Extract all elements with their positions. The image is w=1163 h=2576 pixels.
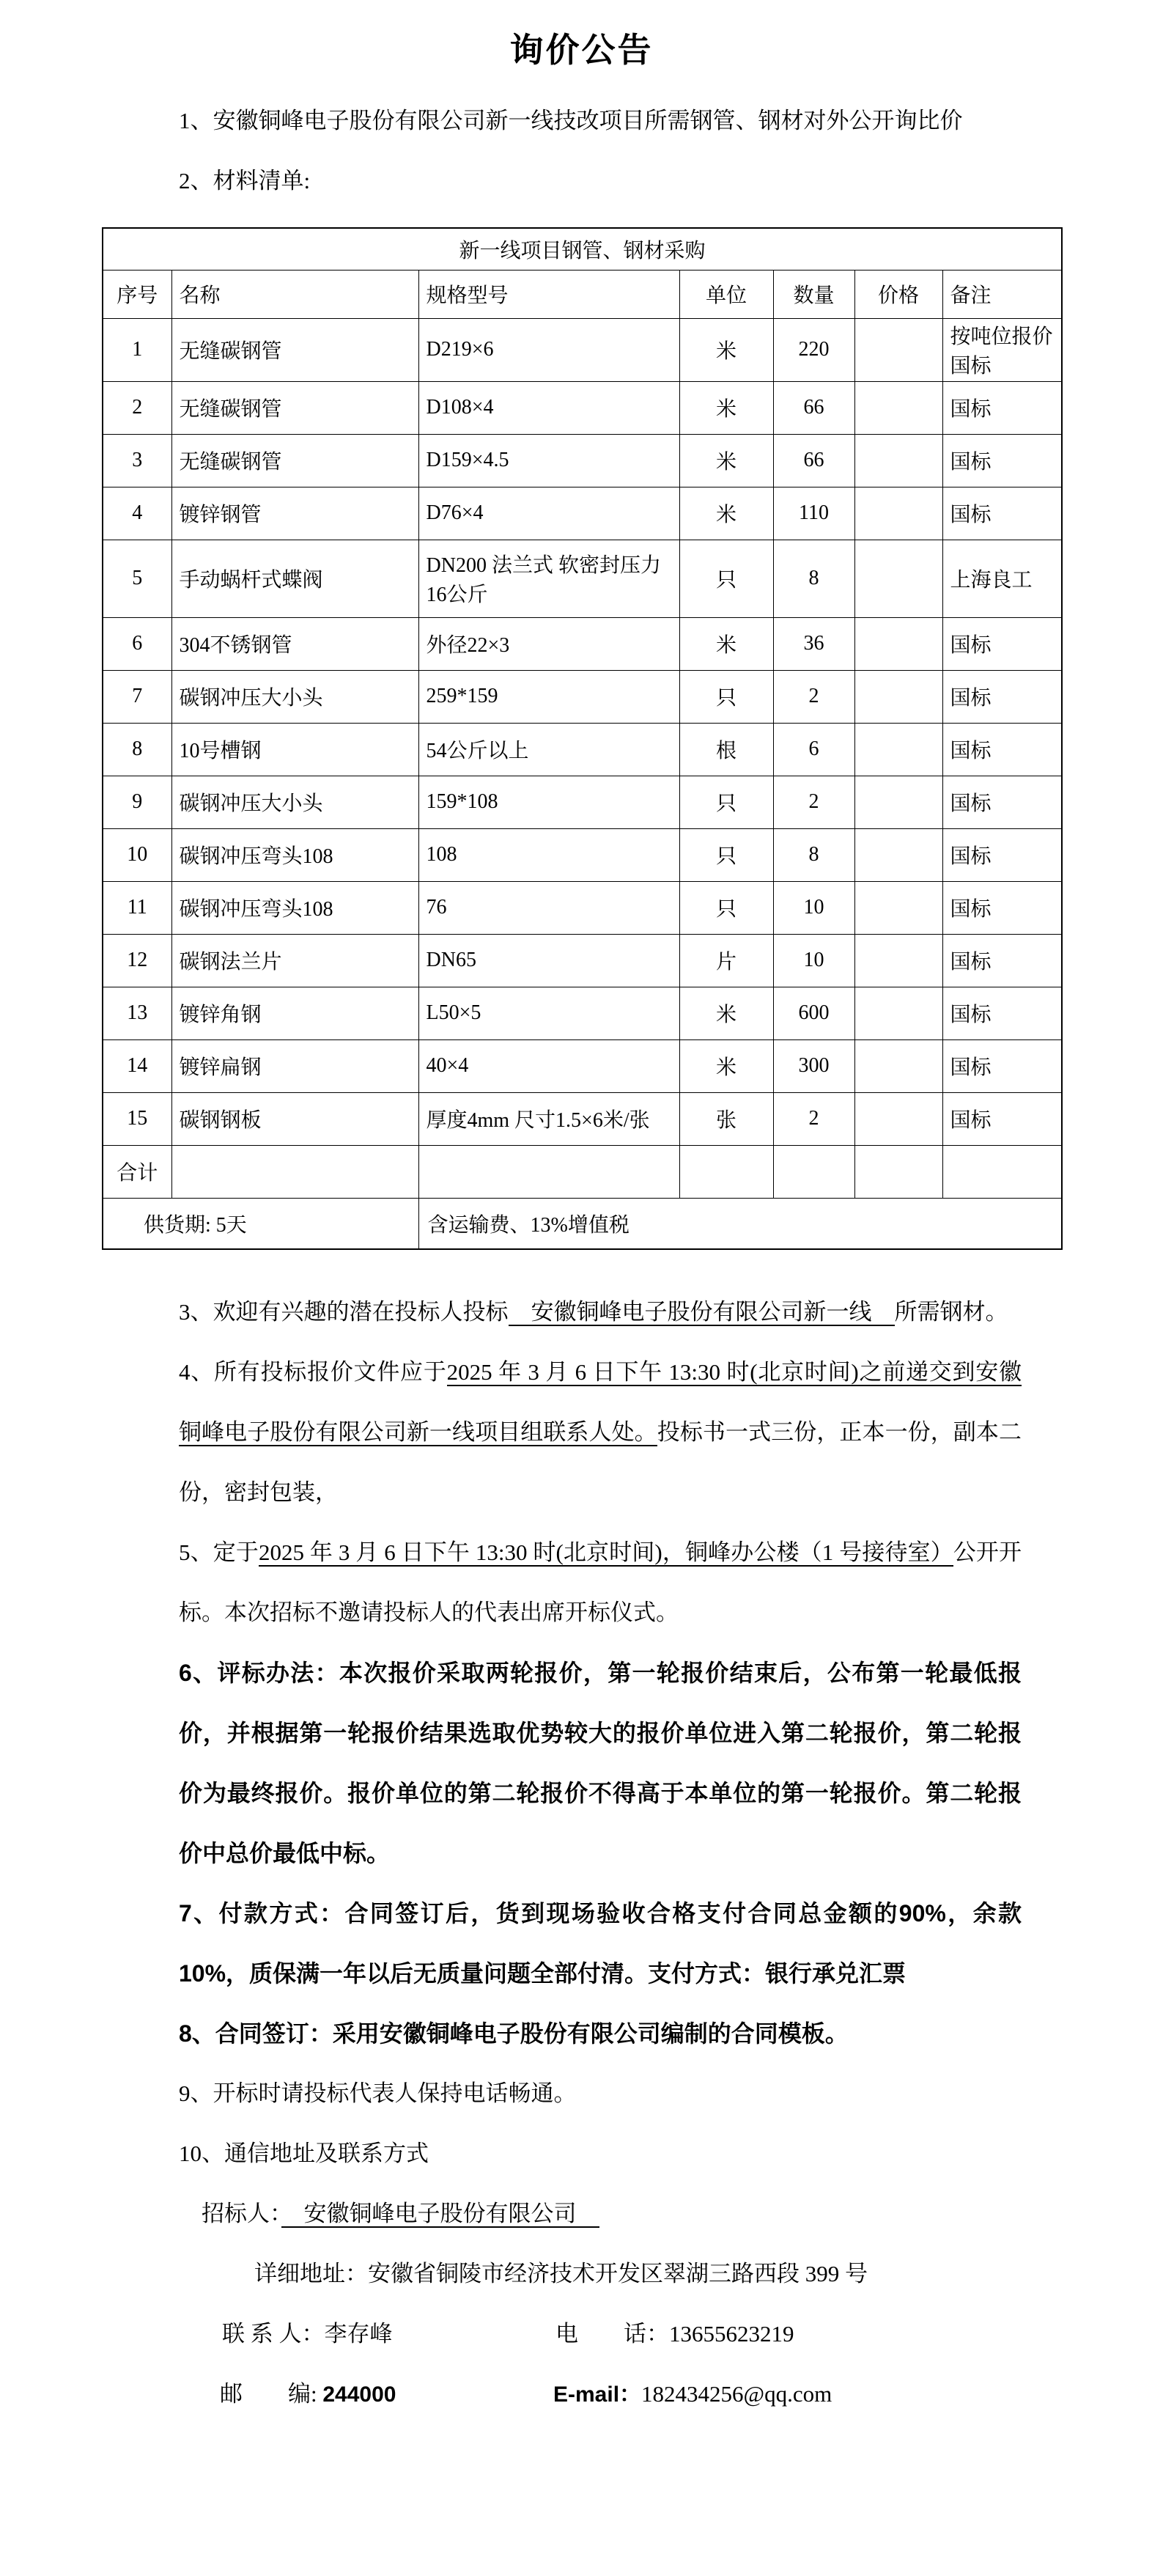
cell: 只 (679, 540, 773, 617)
table-row (103, 318, 1062, 381)
table-row (103, 881, 1062, 934)
cell (854, 381, 942, 434)
paragraph-9: 9、开标时请投标代表人保持电话畅通。 (179, 2080, 577, 2106)
cell: 36 (773, 617, 854, 670)
cell: L50×5 (418, 987, 679, 1039)
cell: 碳钢冲压大小头 (171, 670, 418, 723)
paragraph-3-tail: 所需钢材。 (894, 1299, 1008, 1325)
email-address: 182434256@qq.com (641, 2381, 832, 2407)
table-row (103, 987, 1062, 1039)
cell (854, 1039, 942, 1092)
cell: 1 (103, 318, 171, 381)
table-row (103, 617, 1062, 670)
contact-person-pair (222, 2304, 555, 2364)
cell: 镀锌扁钢 (171, 1039, 418, 1092)
cell: 5 (103, 540, 171, 617)
cell (418, 1145, 679, 1198)
cell: 只 (679, 670, 773, 723)
cell: 4 (103, 487, 171, 540)
cell: 碳钢冲压弯头108 (171, 828, 418, 881)
cell: 米 (679, 434, 773, 487)
cell: 无缝碳钢管 (171, 434, 418, 487)
cell (854, 1145, 942, 1198)
cell: 国标 (942, 434, 1062, 487)
cell: 国标 (942, 881, 1062, 934)
materials-table (102, 227, 1063, 1250)
phone-label: 电 话： (555, 2321, 669, 2347)
cell: 300 (773, 1039, 854, 1092)
cell: 2 (103, 381, 171, 434)
cell: 8 (103, 723, 171, 776)
column-header-2: 名称 (171, 270, 418, 318)
cell: 2 (773, 670, 854, 723)
cell: 米 (679, 1039, 773, 1092)
cell: 10 (773, 881, 854, 934)
table-caption-row (103, 228, 1062, 270)
cell: 镀锌钢管 (171, 487, 418, 540)
cell: 12 (103, 934, 171, 987)
cell: 外径22×3 (418, 617, 679, 670)
cell: 国标 (942, 723, 1062, 776)
paragraph-1: 1、安徽铜峰电子股份有限公司新一线技改项目所需钢管、钢材对外公开询比价 (179, 108, 963, 133)
table-row (103, 1092, 1062, 1145)
cell (854, 617, 942, 670)
paragraph-4 (179, 1342, 1022, 1523)
total-label: 合计 (103, 1145, 171, 1198)
cell: 2 (773, 776, 854, 828)
column-header-4: 单位 (679, 270, 773, 318)
cell: D76×4 (418, 487, 679, 540)
cell: 54公斤以上 (418, 723, 679, 776)
cell: 厚度4mm 尺寸1.5×6米/张 (418, 1092, 679, 1145)
cell: 米 (679, 487, 773, 540)
cell (854, 828, 942, 881)
cell (773, 1145, 854, 1198)
cell: 3 (103, 434, 171, 487)
freight-tax-note: 含运输费、13%增值税 (418, 1198, 1062, 1249)
underlined-opening-time: 2025 年 3 月 6 日下午 13:30 时(北京时间)，铜峰办公楼（1 号接待室） (259, 1539, 953, 1565)
cell: 张 (679, 1092, 773, 1145)
cell: 只 (679, 881, 773, 934)
table-row (103, 934, 1062, 987)
cell: 国标 (942, 381, 1062, 434)
cell: 手动蜗杆式蝶阀 (171, 540, 418, 617)
paragraph-3 (179, 1282, 1022, 1342)
paragraph-8: 8、合同签订：采用安徽铜峰电子股份有限公司编制的合同模板。 (179, 2020, 849, 2047)
page-title: 询价公告 (509, 32, 654, 69)
paragraph-3-text: 3、欢迎有兴趣的潜在投标人投标 (179, 1299, 509, 1325)
table-row (103, 776, 1062, 828)
cell: 碳钢冲压弯头108 (171, 881, 418, 934)
cell: 国标 (942, 1039, 1062, 1092)
table-row (103, 1039, 1062, 1092)
cell: 66 (773, 381, 854, 434)
cell: 米 (679, 987, 773, 1039)
cell: 米 (679, 381, 773, 434)
cell (854, 776, 942, 828)
cell: 只 (679, 828, 773, 881)
cell: 国标 (942, 670, 1062, 723)
cell: 国标 (942, 934, 1062, 987)
cell: D108×4 (418, 381, 679, 434)
column-header-3: 规格型号 (418, 270, 679, 318)
cell: 国标 (942, 828, 1062, 881)
address-line: 详细地址：安徽省铜陵市经济技术开发区翠湖三路西段 399 号 (254, 2261, 868, 2286)
paragraph-7: 7、付款方式：合同签订后，货到现场验收合格支付合同总金额的90%，余款10%，质保满一年以后无质量问题全部付清。支付方式：银行承兑汇票 (179, 1900, 1022, 1987)
contact-person-label: 联 系 人： (222, 2321, 325, 2347)
cell: 66 (773, 434, 854, 487)
delivery-period: 供货期: 5天 (103, 1198, 418, 1249)
paragraph-10: 10、通信地址及联系方式 (179, 2141, 429, 2166)
cell (854, 487, 942, 540)
cell (854, 434, 942, 487)
table-row (103, 670, 1062, 723)
table-body (103, 318, 1062, 1145)
cell (854, 881, 942, 934)
cell: 13 (103, 987, 171, 1039)
table-header-row (103, 270, 1062, 318)
table-row (103, 487, 1062, 540)
cell: 无缝碳钢管 (171, 381, 418, 434)
cell: 按吨位报价 国标 (942, 318, 1062, 381)
paragraph-4-tail: 投标书一式三份，正本一份，副本二份，密封包装， (179, 1419, 1022, 1505)
column-header-1: 序号 (103, 270, 171, 318)
cell: 无缝碳钢管 (171, 318, 418, 381)
cell: DN200 法兰式 软密封压力16公斤 (418, 540, 679, 617)
table-caption: 新一线项目钢管、钢材采购 (103, 228, 1062, 270)
cell: 根 (679, 723, 773, 776)
email-label: E-mail： (553, 2382, 642, 2407)
cell: 9 (103, 776, 171, 828)
cell: DN65 (418, 934, 679, 987)
cell: 220 (773, 318, 854, 381)
cell: 159*108 (418, 776, 679, 828)
cell: 国标 (942, 1092, 1062, 1145)
paragraph-6: 6、评标办法：本次报价采取两轮报价，第一轮报价结束后，公布第一轮最低报价，并根据第一轮报价结果选取优势较大的报价单位进入第二轮报价，第二轮报价为最终报价。报价单位的第二轮报价不得高于本单位的第一轮报价。第二轮报价中总价最低中标。 (179, 1660, 1022, 1866)
cell: 15 (103, 1092, 171, 1145)
cell: 米 (679, 318, 773, 381)
cell: 600 (773, 987, 854, 1039)
cell (171, 1145, 418, 1198)
table-row (103, 828, 1062, 881)
cell (854, 540, 942, 617)
paragraph-5-text: 5、定于 (179, 1539, 259, 1565)
cell: 碳钢法兰片 (171, 934, 418, 987)
cell: 11 (103, 881, 171, 934)
bidder-label: 招标人： (202, 2201, 281, 2226)
cell: 碳钢冲压大小头 (171, 776, 418, 828)
underlined-company-name: 安徽铜峰电子股份有限公司新一线 (508, 1299, 895, 1325)
contact-person-line (179, 2304, 1022, 2364)
zip-code: 244000 (322, 2382, 396, 2407)
paragraph-4-text: 4、所有投标报价文件应于 (179, 1359, 447, 1385)
bidder-name: 安徽铜峰电子股份有限公司 (281, 2201, 599, 2226)
column-header-7: 备注 (942, 270, 1062, 318)
cell (854, 934, 942, 987)
cell: 8 (773, 540, 854, 617)
paragraph-5-tail: 公开开标。本次招标不邀请投标人的代表出席开标仪式。 (179, 1539, 1022, 1625)
paragraph-5 (179, 1523, 1022, 1643)
paragraph-2: 2、材料清单: (179, 168, 311, 194)
cell: 8 (773, 828, 854, 881)
cell: 国标 (942, 987, 1062, 1039)
cell (854, 987, 942, 1039)
bidder-line (179, 2184, 1022, 2244)
cell: 10 (773, 934, 854, 987)
table-row (103, 723, 1062, 776)
cell: 10号槽钢 (171, 723, 418, 776)
cell: 碳钢钢板 (171, 1092, 418, 1145)
cell (854, 318, 942, 381)
cell: 7 (103, 670, 171, 723)
zip-pair (220, 2364, 553, 2425)
zip-label: 邮 编: (220, 2381, 323, 2407)
cell: D159×4.5 (418, 434, 679, 487)
cell: 6 (773, 723, 854, 776)
table-footer-row (103, 1198, 1062, 1249)
cell: 6 (103, 617, 171, 670)
cell: 14 (103, 1039, 171, 1092)
phone-number: 13655623219 (669, 2321, 794, 2347)
cell (679, 1145, 773, 1198)
cell: 304不锈钢管 (171, 617, 418, 670)
cell (942, 1145, 1062, 1198)
cell: 259*159 (418, 670, 679, 723)
underlined-deadline: 2025 年 3 月 6 日下午 13:30 时(北京时间)之前递交到安徽铜峰电子股份有限公司新一线项目组联系人处。 (179, 1359, 1022, 1445)
cell: 国标 (942, 617, 1062, 670)
cell: 只 (679, 776, 773, 828)
cell: 76 (418, 881, 679, 934)
cell: 110 (773, 487, 854, 540)
cell: 2 (773, 1092, 854, 1145)
cell: 国标 (942, 776, 1062, 828)
cell: 镀锌角钢 (171, 987, 418, 1039)
zip-email-line (179, 2364, 1022, 2425)
cell: 米 (679, 617, 773, 670)
total-row (103, 1145, 1062, 1198)
cell: D219×6 (418, 318, 679, 381)
body-text-section (179, 1282, 1022, 2425)
column-header-6: 价格 (854, 270, 942, 318)
cell: 片 (679, 934, 773, 987)
cell: 国标 (942, 487, 1062, 540)
table-row (103, 434, 1062, 487)
cell: 10 (103, 828, 171, 881)
cell (854, 723, 942, 776)
column-header-5: 数量 (773, 270, 854, 318)
cell (854, 670, 942, 723)
table-row (103, 540, 1062, 617)
table-row (103, 381, 1062, 434)
cell (854, 1092, 942, 1145)
cell: 40×4 (418, 1039, 679, 1092)
cell: 上海良工 (942, 540, 1062, 617)
contact-person-name: 李存峰 (324, 2321, 393, 2347)
cell: 108 (418, 828, 679, 881)
